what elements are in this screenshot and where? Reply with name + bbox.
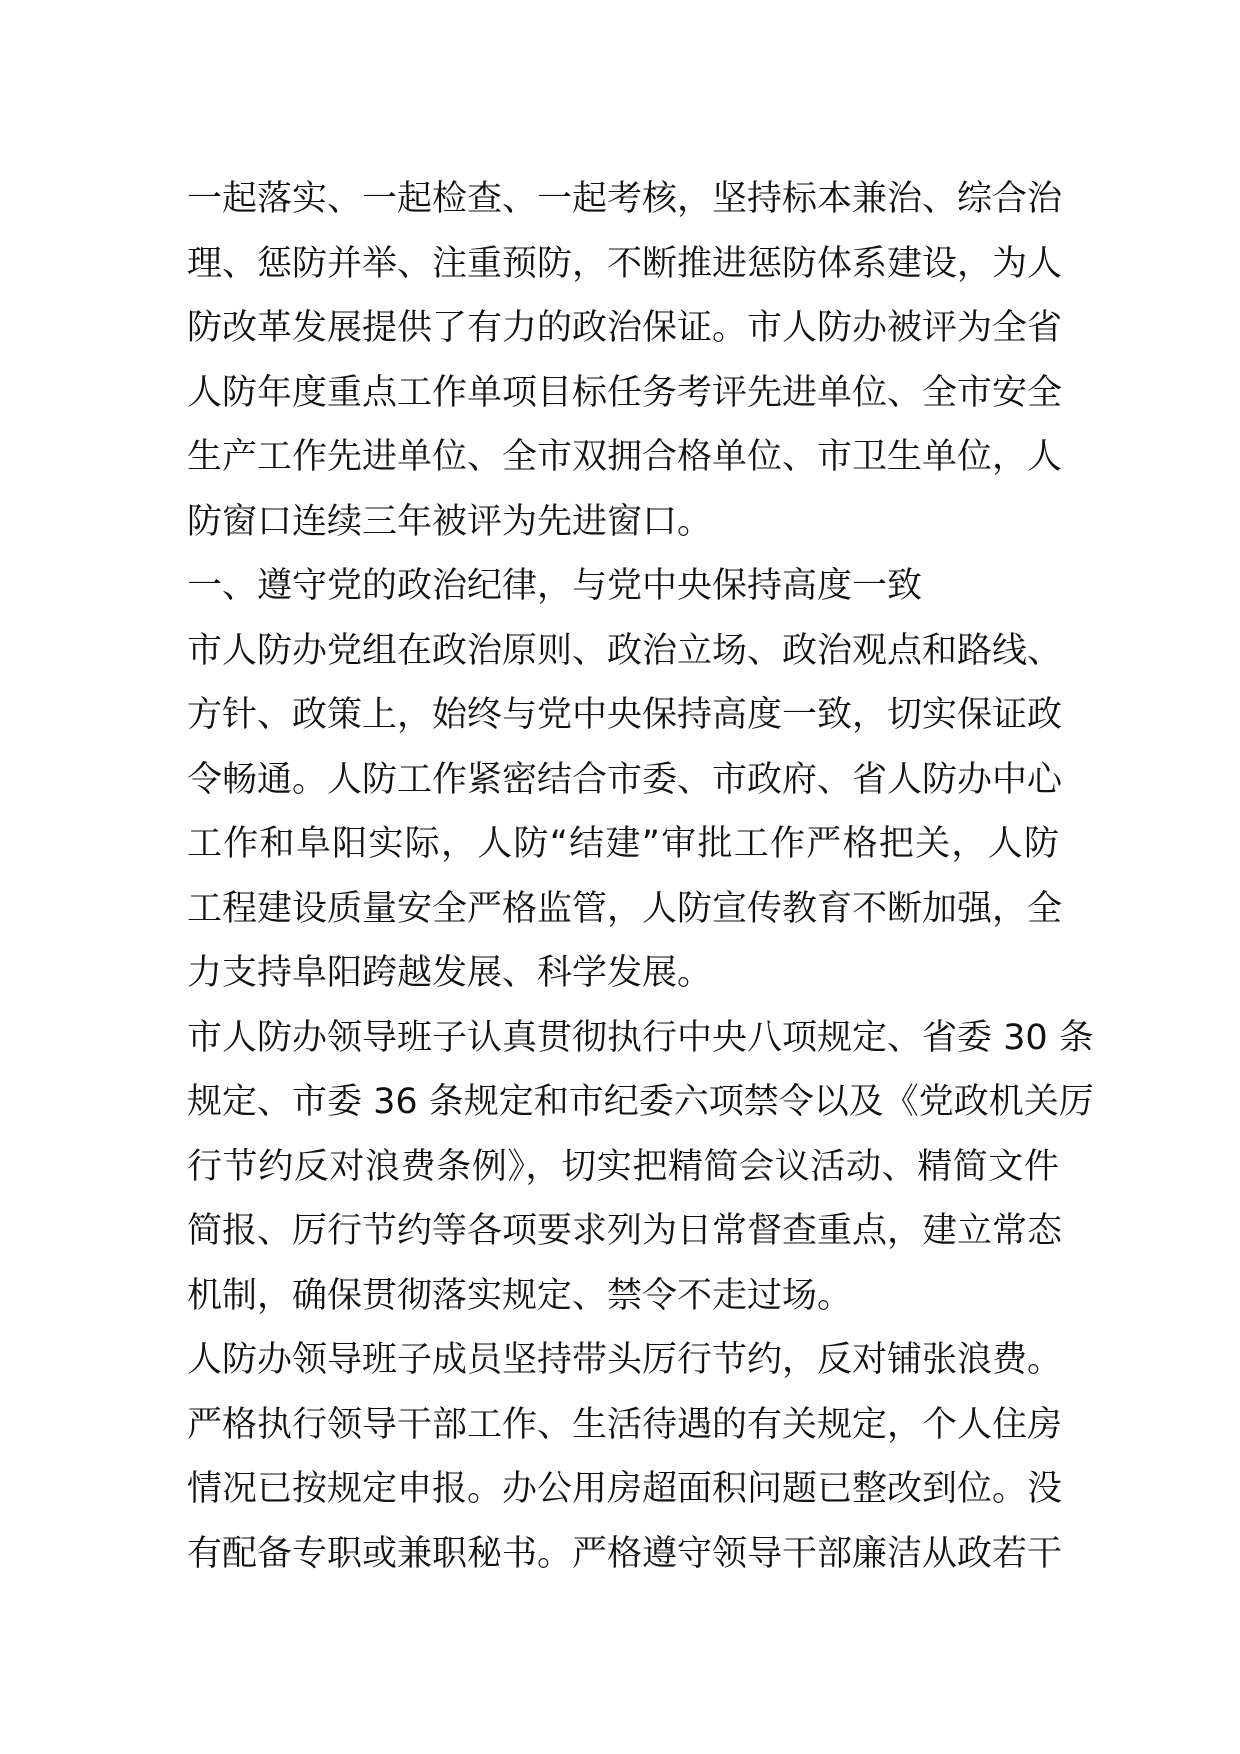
- text-line: 方针、政策上，始终与党中央保持高度一致，切实保证政: [187, 695, 1063, 735]
- text-line: 人防年度重点工作单项目标任务考评先进单位、全市安全: [187, 372, 1063, 413]
- document-body: [187, 167, 1094, 1586]
- text-line: 工作和阜阳实际，人防“结建”审批工作严格把关，人防: [187, 824, 1059, 864]
- text-line: 严格执行领导干部工作、生活待遇的有关规定，个人住房: [187, 1404, 1063, 1445]
- text-line: 有配备专职或兼职秘书。严格遵守领导干部廉洁从政若干: [187, 1533, 1063, 1574]
- text-line: 生产工作先进单位、全市双拥合格单位、市卫生单位，人: [187, 437, 1063, 477]
- section-heading: 一、遵守党的政治纪律，与党中央保持高度一致: [187, 566, 923, 606]
- text-line: 市人防办领导班子认真贯彻执行中央八项规定、省委 30 条: [187, 1017, 1094, 1058]
- text-line: 防窗口连续三年被评为先进窗口。: [187, 501, 713, 542]
- text-line: 规定、市委 36 条规定和市纪委六项禁令以及《党政机关厉: [187, 1082, 1094, 1122]
- text-line: 力支持阜阳跨越发展、科学发展。: [187, 953, 713, 993]
- text-line: 一起落实、一起检查、一起考核，坚持标本兼治、综合治: [187, 179, 1063, 219]
- text-line: 工程建设质量安全严格监管，人防宣传教育不断加强，全: [187, 888, 1063, 929]
- text-line: 防改革发展提供了有力的政治保证。市人防办被评为全省: [187, 308, 1063, 348]
- text-line: 市人防办党组在政治原则、政治立场、政治观点和路线、: [187, 630, 1063, 671]
- text-line: 理、惩防并举、注重预防，不断推进惩防体系建设，为人: [187, 243, 1063, 284]
- text-line: 行节约反对浪费条例》，切实把精简会议活动、精简文件: [187, 1146, 1059, 1187]
- text-line: 情况已按规定申报。办公用房超面积问题已整改到位。没: [187, 1469, 1063, 1509]
- text-line: 机制，确保贯彻落实规定、禁令不走过场。: [187, 1275, 853, 1316]
- text-line: 简报、厉行节约等各项要求列为日常督查重点，建立常态: [187, 1211, 1063, 1251]
- text-line: 人防办领导班子成员坚持带头厉行节约，反对铺张浪费。: [187, 1340, 1063, 1380]
- text-line: 令畅通。人防工作紧密结合市委、市政府、省人防办中心: [187, 759, 1063, 800]
